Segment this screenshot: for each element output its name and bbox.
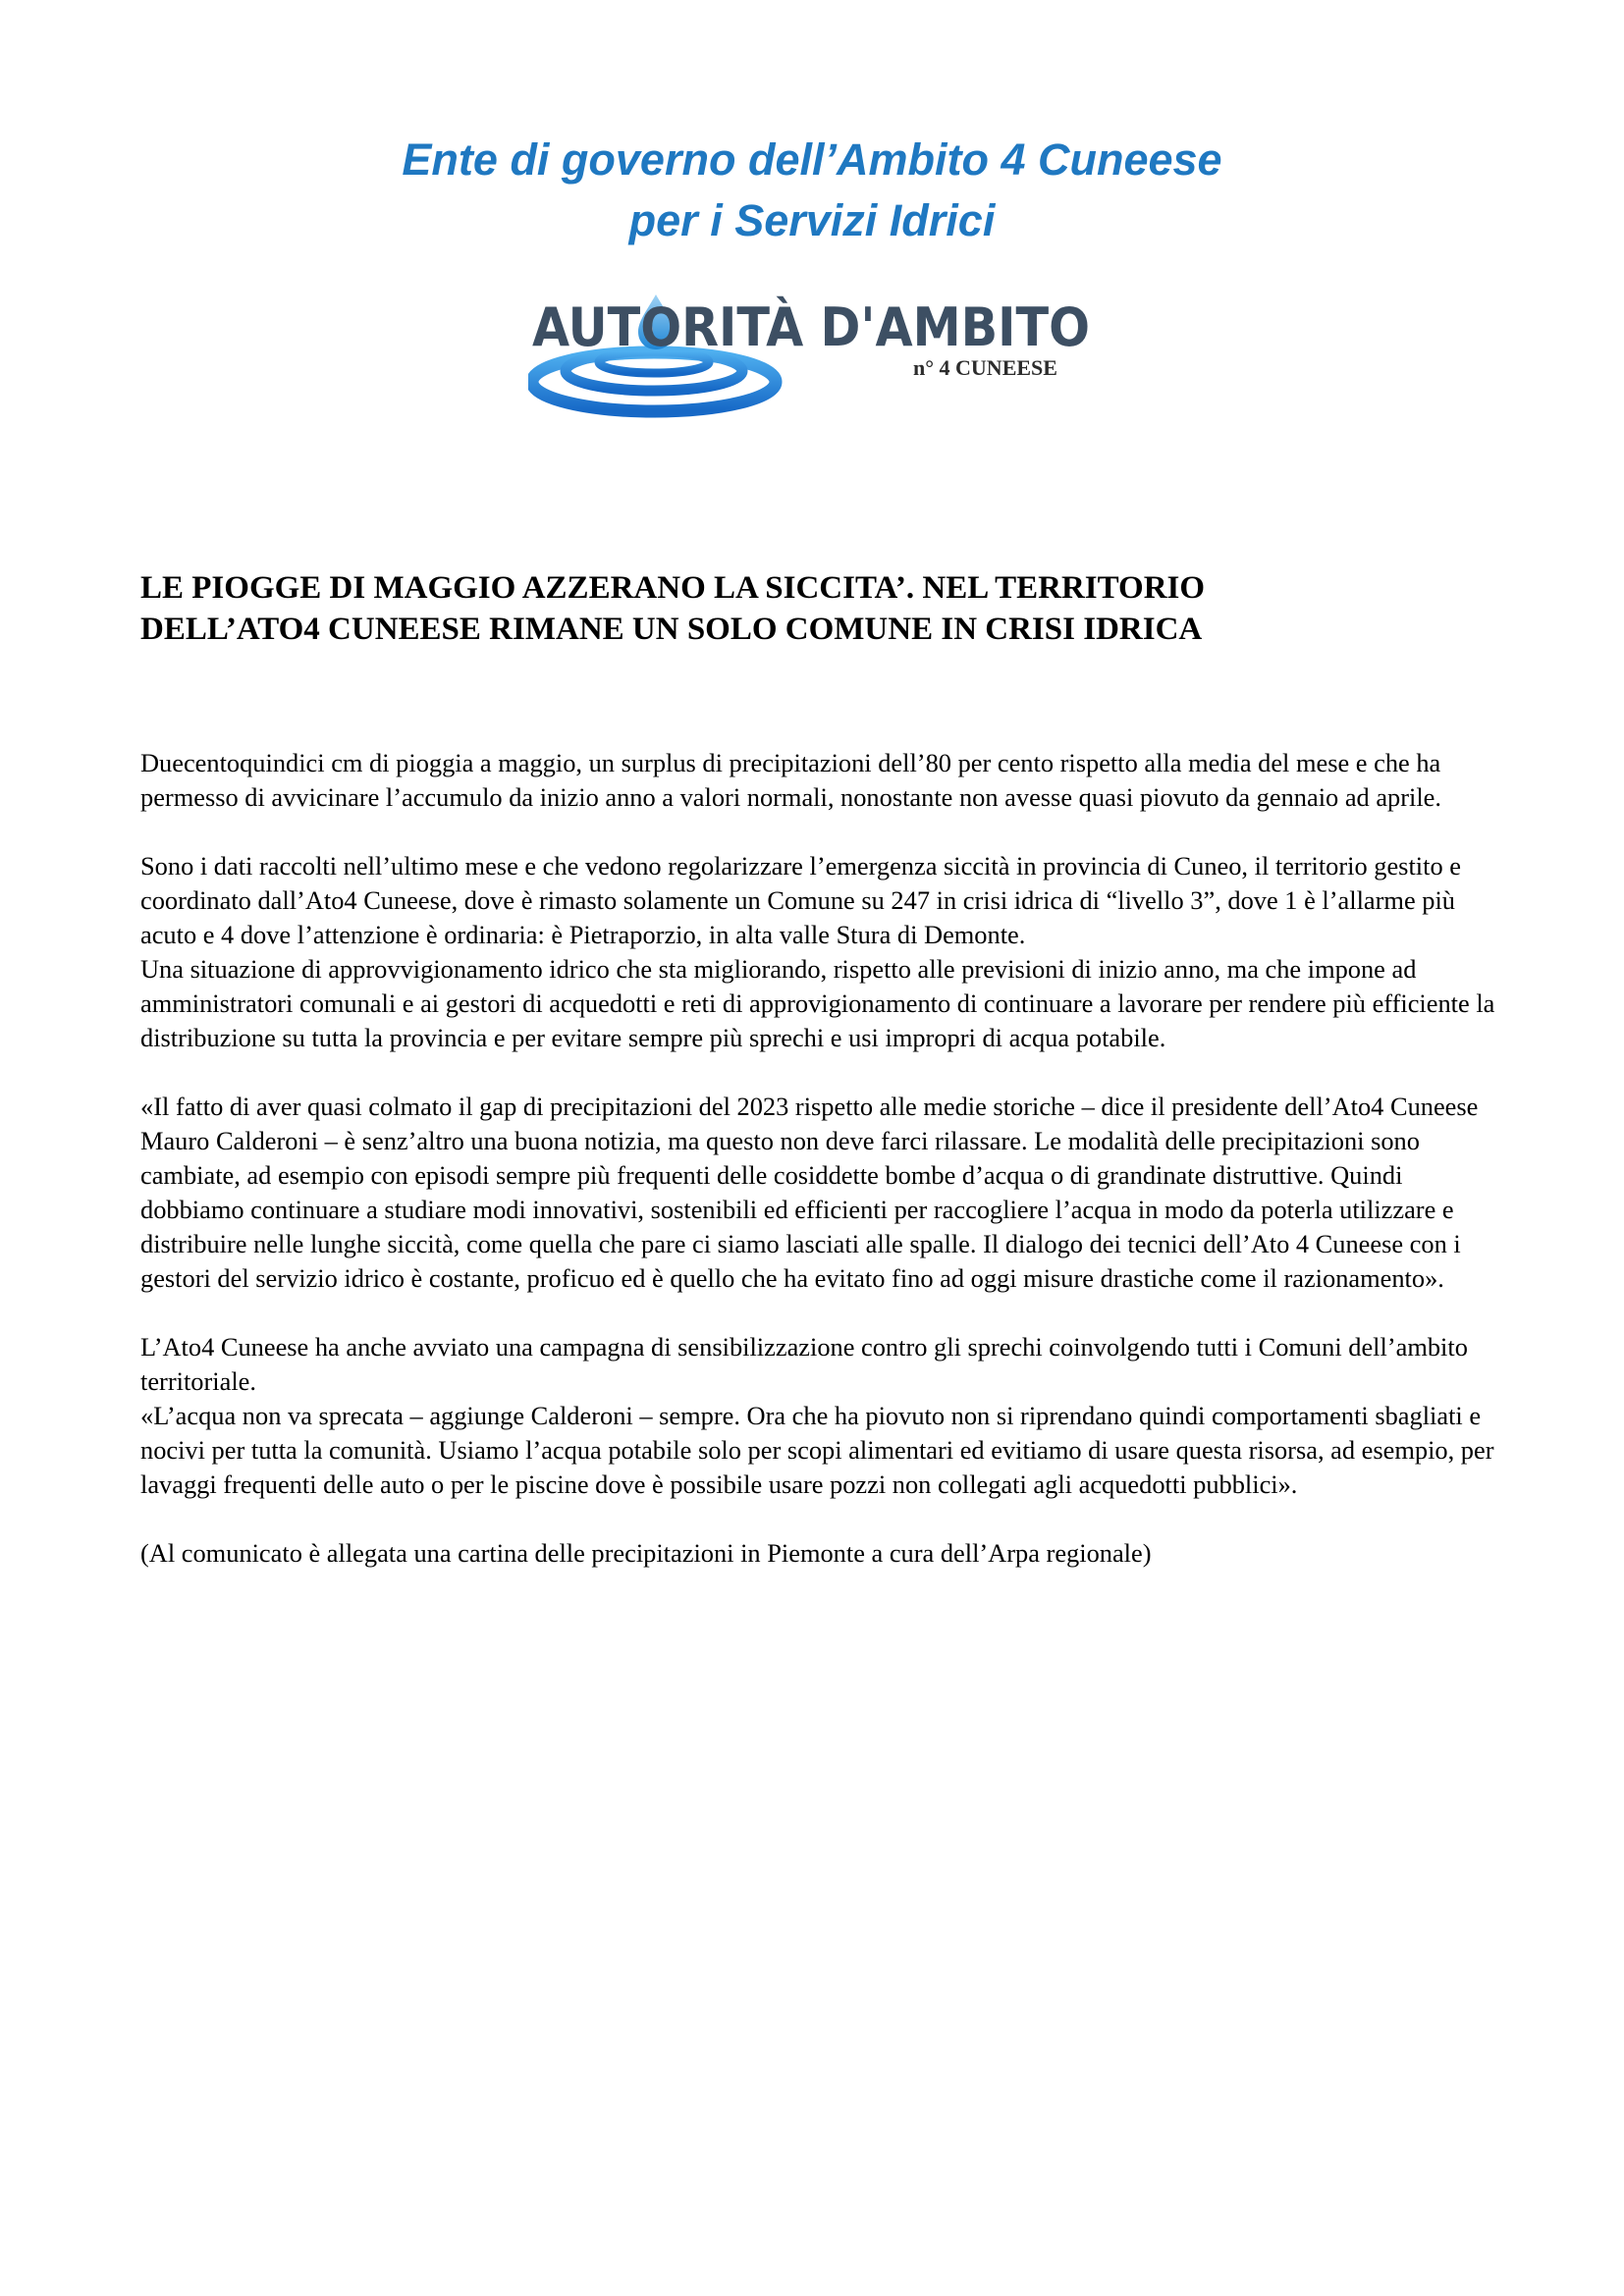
agency-title <box>0 130 1624 251</box>
agency-title-line1: Ente di governo dell’Ambito 4 Cuneese <box>402 134 1222 185</box>
autorita-ambito-logo <box>528 287 1098 424</box>
headline-line2: DELL’ATO4 CUNEESE RIMANE UN SOLO COMUNE IN CRISI IDRICA <box>140 612 1203 647</box>
logo-subtitle: n° 4 CUNEESE <box>913 355 1057 380</box>
paragraph-1: Duecentoquindici cm di pioggia a maggio, un surplus di precipitazioni dell’80 per cento rispetto alla media del mese e che ha permesso di avvicinare l’accumulo da inizio anno a valori normali, nonostante non avesse quasi piovuto da gennaio ad aprile. <box>140 748 1441 812</box>
article-body <box>140 746 1495 1571</box>
article-headline <box>140 567 1495 650</box>
paragraph-3: Una situazione di approvvigionamento idrico che sta migliorando, rispetto alle previsioni di inizio anno, ma che impone ad amministratori comunali e ai gestori di acquedotti e reti di approvigionamento di continuare a lavorare per rendere più efficiente la distribuzione su tutta la provincia e per evitare sempre più sprechi e usi impropri di acqua potabile. <box>140 954 1495 1052</box>
paragraph-2: Sono i dati raccolti nell’ultimo mese e che vedono regolarizzare l’emergenza siccità in provincia di Cuneo, il territorio gestito e coordinato dall’Ato4 Cuneese, dove è rimasto solamente un Comune su 247 in crisi idrica di “livello 3”, dove 1 è l’allarme più acuto e 4 dove l’attenzione è ordinaria: è Pietraporzio, in alta valle Stura di Demonte. <box>140 851 1461 949</box>
headline-line1: LE PIOGGE DI MAGGIO AZZERANO LA SICCITA’. NEL TERRITORIO <box>140 570 1206 606</box>
logo-wordmark: AUTORITÀ D'AMBITO <box>532 296 1090 358</box>
paragraph-7: (Al comunicato è allegata una cartina delle precipitazioni in Piemonte a cura dell’Arpa regionale) <box>140 1538 1152 1568</box>
agency-title-line2: per i Servizi Idrici <box>628 195 996 245</box>
paragraph-6: «L’acqua non va sprecata – aggiunge Calderoni – sempre. Ora che ha piovuto non si riprendano quindi comportamenti sbagliati e nocivi per tutta la comunità. Usiamo l’acqua potabile solo per scopi alimentari ed evitiamo di usare questa risorsa, ad esempio, per lavaggi frequenti delle auto o per le piscine dove è possibile usare pozzi non collegati agli acquedotti pubblici». <box>140 1401 1494 1499</box>
water-ripple-icon <box>532 351 776 411</box>
paragraph-5: L’Ato4 Cuneese ha anche avviato una campagna di sensibilizzazione contro gli sprechi coinvolgendo tutti i Comuni dell’ambito territoriale. <box>140 1332 1468 1396</box>
paragraph-4: «Il fatto di aver quasi colmato il gap di precipitazioni del 2023 rispetto alle medie storiche – dice il presidente dell’Ato4 Cuneese Mauro Calderoni – è senz’altro una buona notizia, ma questo non deve farci rilassare. Le modalità delle precipitazioni sono cambiate, ad esempio con episodi sempre più frequenti delle cosiddette bombe d’acqua o di grandinate distruttive. Quindi dobbiamo continuare a studiare modi innovativi, sostenibili ed efficienti per raccogliere l’acqua in modo da poterla utilizzare e distribuire nelle lunghe siccità, come quella che pare ci siamo lasciati alle spalle. Il dialogo dei tecnici dell’Ato 4 Cuneese con i gestori del servizio idrico è costante, proficuo ed è quello che ha evitato fino ad oggi misure drastiche come il razionamento». <box>140 1092 1479 1293</box>
